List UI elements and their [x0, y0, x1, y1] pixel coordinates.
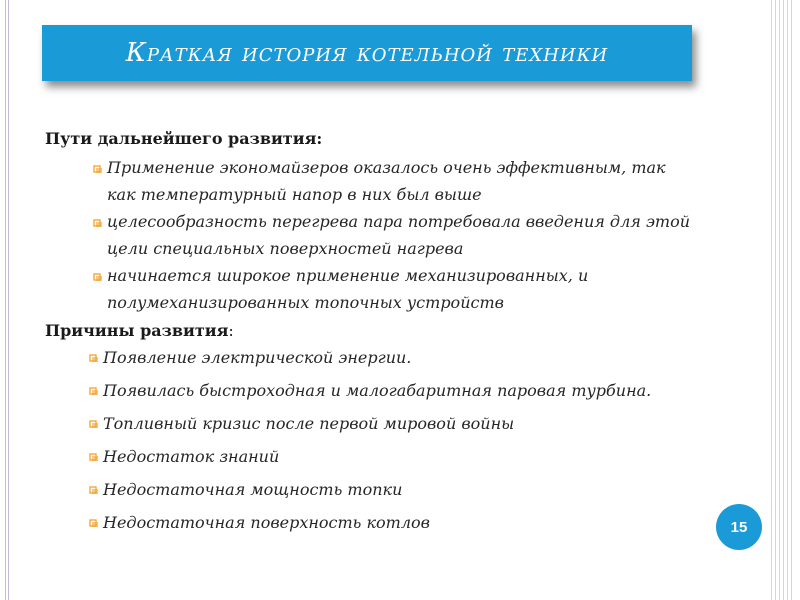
box-bullet-icon [89, 514, 99, 534]
box-bullet-icon [89, 382, 99, 402]
slide-content [45, 128, 745, 546]
section1-list [45, 154, 745, 316]
list-item: начинается широкое применение механизированных, и [93, 262, 745, 289]
slide-title: Краткая история котельной техники [125, 38, 609, 68]
box-bullet-icon [89, 448, 99, 468]
list-item-continuation: полумеханизированных топочных устройств [107, 293, 504, 312]
section2-list [45, 348, 745, 533]
list-item: Применение экономайзеров оказалось очень эффективным, так [93, 154, 745, 181]
list-item: Топливный кризис после первой мировой войны [89, 414, 745, 434]
title-bar [42, 25, 692, 81]
section2-heading: Причины развития: [45, 321, 234, 340]
list-item: Недостаточная поверхность котлов [89, 513, 745, 533]
list-item-continuation: цели специальных поверхностей нагрева [107, 239, 464, 258]
box-bullet-icon [93, 265, 103, 292]
list-item: Недостаточная мощность топки [89, 480, 745, 500]
list-item: Недостаток знаний [89, 447, 745, 467]
left-border-decoration [5, 0, 9, 600]
section1-heading: Пути дальнейшего развития: [45, 129, 323, 148]
list-item: Появилась быстроходная и малогабаритная паровая турбина. [89, 381, 745, 401]
list-item: Появление электрической энергии. [89, 348, 745, 368]
page-number-badge [716, 504, 762, 550]
box-bullet-icon [93, 211, 103, 238]
list-item: целесообразность перегрева пара потребовала введения для этой [93, 208, 745, 235]
box-bullet-icon [89, 481, 99, 501]
box-bullet-icon [89, 349, 99, 369]
box-bullet-icon [93, 157, 103, 184]
page-number: 15 [730, 518, 748, 536]
list-item-continuation: как температурный напор в них был выше [107, 185, 482, 204]
box-bullet-icon [89, 415, 99, 435]
right-border-decoration [768, 0, 792, 600]
